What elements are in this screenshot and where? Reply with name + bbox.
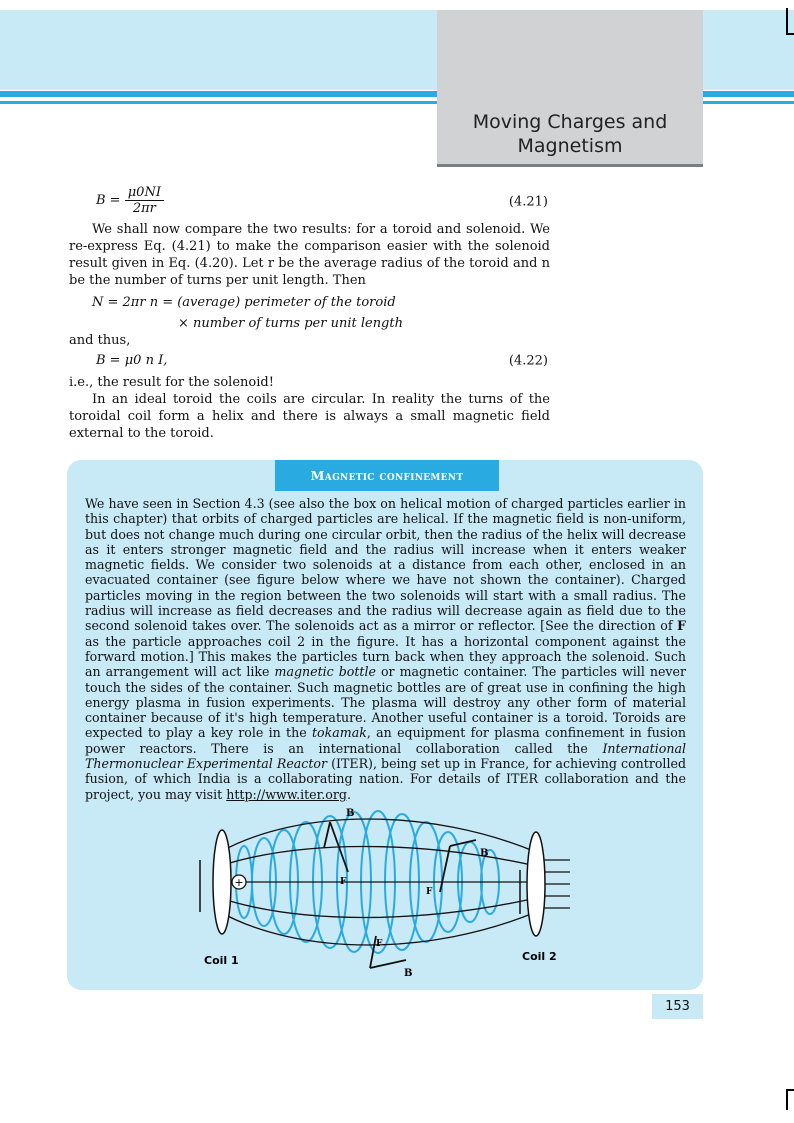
coil-1-label: Coil 1 [204, 954, 239, 967]
crop-mark-top [786, 8, 788, 34]
f-label-right: F [426, 887, 433, 897]
eq-numerator: μ0NI [125, 185, 164, 201]
header-rule [0, 91, 437, 97]
field-lines [220, 819, 570, 945]
iter-link[interactable]: http://www.iter.org [226, 786, 347, 802]
box-title [275, 460, 499, 491]
box-text-segment: as the particle approaches coil 2 in the figure. It has a horizontal component against the forward motion.] This makes the particles turn back when they approach the solenoid. Such an arrangement will act like [85, 633, 686, 680]
box-title-text: Magnetic confinement [310, 468, 464, 483]
f-label-bottom: F [376, 939, 383, 949]
header-band-right [703, 10, 794, 90]
box-body-text [85, 496, 686, 802]
equation-N-line1: N = 2πr n = (average) perimeter of the toroid [92, 295, 396, 310]
paragraph-comparison [69, 221, 550, 289]
crop-mark-bottom [786, 1090, 788, 1110]
box-text-italic: tokamak [311, 725, 367, 741]
paragraph-text: In an ideal toroid the coils are circular. In reality the turns of the toroidal coil form a helix and there is always a small magnetic field external to the toroid. [69, 392, 550, 441]
chapter-title-box [437, 10, 703, 167]
equation-number: (4.21) [508, 194, 548, 210]
f-label-top: F [340, 877, 347, 887]
crop-mark-bottom-h [786, 1089, 794, 1091]
equation-number: (4.22) [508, 353, 548, 369]
eq-fraction [125, 185, 164, 216]
eq-422-text: B = μ0 n I, [96, 353, 168, 368]
and-thus-text: and thus, [69, 333, 131, 348]
header-rule-right [703, 91, 794, 97]
eq-denominator: 2πr [132, 201, 156, 216]
box-text-segment: . [346, 786, 351, 802]
eq-lhs: B = [96, 193, 121, 208]
box-text-segment: or magnetic container. The particles will never touch the sides of the container. Such magnetic bottles are of great use in confining the high energy plasma in fusion experiments. The plasma will destroy any other form of material container because of it's high temperature. Another useful container is a toroid. Toroids are expected to play a key role in the [85, 664, 686, 741]
box-text-segment: We have seen in Section 4.3 (see also the box on helical motion of charged particles earlier in this chapter) that orbits of charged particles are helical. If the magnetic field is non-uniform, but does not change much during one circular orbit, then the radius of the helix will decrease as it enters stronger magnetic field and the radius will increase when it enters weaker magnetic fields. We consider two solenoids at a distance from each other, enclosed in an evacuated container (see figure below where we have not shown the container). Charged particles moving in the region between the two solenoids will start with a small radius. The radius will increase as field decreases and the radius will decrease again as field due to the second solenoid takes over. The solenoids act as a mirror or reflector. [See the direction of [85, 496, 686, 634]
page-number: 153 [652, 994, 703, 1019]
ie-line: i.e., the result for the solenoid! [69, 375, 274, 390]
paragraph-toroid [69, 391, 550, 442]
box-text-segment: (ITER), being set up in France, for achieving controlled fusion, of which India is a collaborating nation. For details of ITER collaboration and the project, you may visit [85, 756, 687, 802]
b-label-right: B [480, 848, 489, 859]
magnetic-bottle-figure [180, 800, 580, 980]
plus-sign: + [234, 876, 244, 889]
box-text-segment: , an equipment for plasma confinement in fusion power reactors. There is an international collaboration called the [85, 725, 686, 756]
paragraph-text: We shall now compare the two results: for a toroid and solenoid. We re-express Eq. (4.21) to make the comparison easier with the solenoid result given in Eq. (4.20). Let r be the average radius of the toroid and n be the number of turns per unit length. Then [69, 222, 550, 288]
equation-4-21 [69, 185, 550, 219]
box-text-bold-f: F [677, 618, 686, 634]
crop-mark-top-h [786, 33, 794, 35]
box-text-italic: International Thermonuclear Experimental Reactor [85, 740, 686, 772]
chapter-title: Moving Charges and Magnetism [472, 111, 668, 157]
coil-2-label: Coil 2 [522, 950, 557, 963]
b-label-top: B [346, 808, 355, 819]
box-text-italic: magnetic bottle [274, 664, 376, 680]
header-rule-thin [0, 101, 437, 104]
equation-N-line2: × number of turns per unit length [178, 316, 403, 331]
coil-1 [200, 830, 231, 934]
b-label-bottom: B [404, 968, 413, 979]
header-rule-thin-right [703, 101, 794, 104]
header-band [0, 10, 437, 90]
equation-4-22 [69, 346, 550, 376]
